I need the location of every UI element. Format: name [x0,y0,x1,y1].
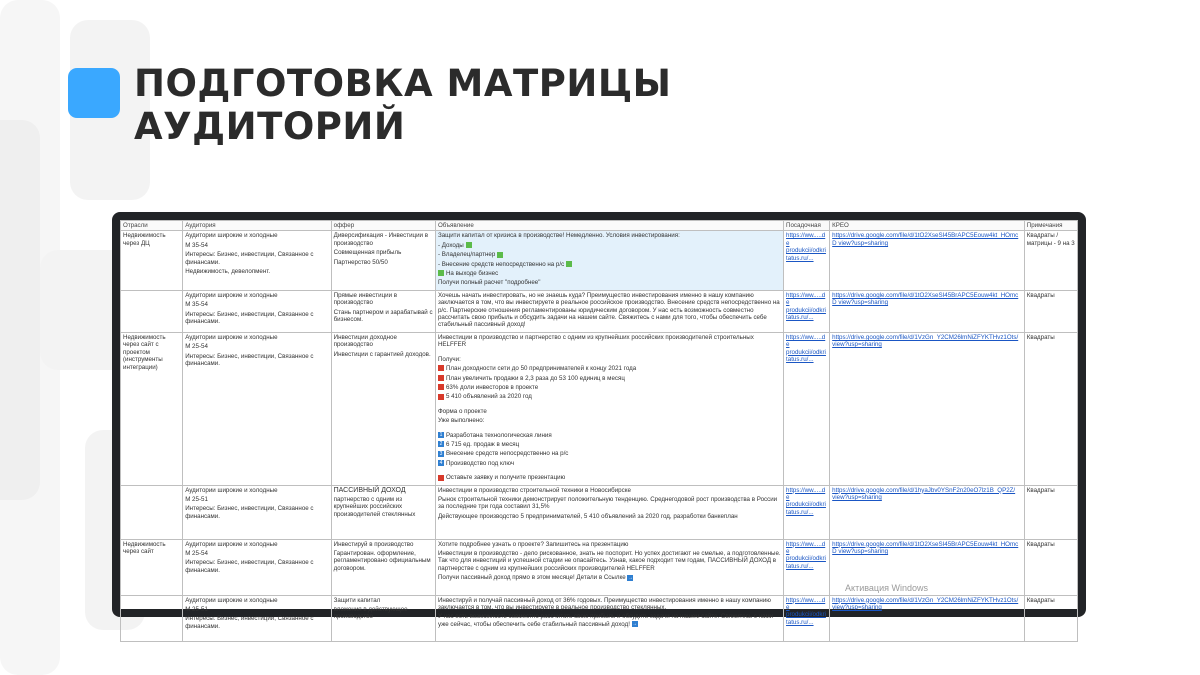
offer-cell[interactable] [331,290,435,332]
title-line-1: ПОДГОТОВКА МАТРИЦЫ [134,62,672,105]
landing-link[interactable]: https://ww.....de produkcii/odkri tatus.ru/... [784,231,830,290]
cell-text [438,251,781,258]
cell-text: Аудитории широкие и холодные [185,540,278,548]
arrow-icon: → [632,621,638,628]
ad-cell[interactable] [435,595,783,641]
spreadsheet-screenshot-frame [112,212,1086,630]
ad-cell[interactable] [435,539,783,595]
cell-text [438,432,781,439]
note-cell[interactable]: Квадраты [1024,332,1077,485]
offer-cell[interactable] [331,485,435,539]
cell-text: Разработана технологическая линия [445,431,552,439]
header-cell: Аудитория [183,221,331,231]
cell-text: Партнерство 50/50 [333,258,388,266]
cell-text: Совмещенная прибыль [333,249,402,257]
cell-text: Инвестируй и получай пассивный доход от 36% годовых. Преимущество инвестирования именно в нашу компанию заключается в том, что вы инвестируете в реальное производство стеклянных. [437,596,771,611]
cell-text [438,450,781,457]
cell-text [438,613,781,628]
cell-text: План увеличить продажи в 2,3 раза до 53 100 единиц в месяц [445,374,625,382]
offer-cell[interactable] [331,539,435,595]
warning-icon [438,394,444,400]
warning-icon [438,384,444,390]
cell-text: Внесение средств непосредственно на р/с [445,450,569,458]
accent-square [68,68,120,118]
creo-link[interactable]: https://drive.google.com/file/d/1tO2XseSI45BrAPC5Eouw4kt_HOmcD view?usp=sharing [830,290,1025,332]
warning-icon [438,375,444,381]
cell-text: Интересы: Бизнес, инвестиции, Связанное с финансами. [185,310,314,326]
cell-text: М 25-54 [185,549,208,557]
note-cell[interactable]: Квадраты [1024,595,1077,641]
industry-cell[interactable] [121,485,183,539]
cell-text: М 25-51 [185,605,208,613]
slide-title [134,62,672,148]
cell-text: Интересы: Бизнес, инвестиции, Связанное с финансами. [185,505,314,520]
cell-text: М 25-54 [185,343,208,351]
ad-cell[interactable] [435,332,783,485]
cell-text: Защити капитал от кризиса в производстве! Немедленно. Условия инвестирования: [437,232,680,240]
cell-text: Получи: [437,355,461,363]
cell-text: М 35-54 [185,301,208,309]
cell-text: Аудитории широкие и холодные [185,596,278,604]
cell-text: Аудитории широкие и холодные [185,333,278,341]
landing-link[interactable]: https://ww.....de produkcii/odkri tatus.ru/... [784,595,830,641]
cell-text: Инвестиции в производство и партнерство с одним из крупнейших российских производителей строительных HELFFER [437,333,754,349]
audience-cell[interactable] [183,231,331,290]
creo-link[interactable]: https://drive.google.com/file/d/1VzGn_Y2CM26lmNiZFYKTHvz1Ots/ view?usp=sharing [830,332,1025,485]
check-icon [497,252,503,258]
cell-text [438,441,781,448]
cell-text: вложения в действующее производство [333,605,408,621]
cell-text [438,474,781,481]
cell-text: Получи полный расчет "подробнее" [437,279,541,287]
number-1-icon: 1 [439,431,443,438]
cell-text: Действующее производство 5 предпринимателей, 5 410 объявлений за 2020 год, разработки банкеплан [437,512,738,520]
industry-cell[interactable] [121,290,183,332]
cell-text: Защити капитал [333,596,381,604]
cell-text: Недвижимость, девелопмент. [185,268,271,276]
cell-text [438,261,781,268]
industry-cell[interactable]: Недвижимость через сайт [121,539,183,595]
cell-text: Инвестиции доходное производство [333,333,397,349]
cell-text: М 25-51 [185,495,208,503]
industry-cell[interactable]: Недвижимость через ДЦ [121,231,183,290]
creo-link[interactable]: https://drive.google.com/file/d/1tO2XseSI45BrAPC5Eouw4kt_HOmcD view?usp=sharing [830,539,1025,595]
number-2-icon: 2 [439,441,443,448]
cell-text: Стань партнером и зарабатывай с бизнесом. [333,308,433,324]
cell-text: Интересы: Бизнес, инвестиции, Связанное с финансами. [185,615,314,630]
cell-text: - Владелец/партнер [437,251,496,259]
cell-text: Уже выполнено: [437,417,485,425]
header-cell: оффер [331,221,435,231]
table-header-row [121,221,1078,231]
cell-text [438,242,781,249]
ad-cell[interactable] [435,290,783,332]
table-row [121,539,1078,595]
number-3-icon: 3 [439,450,443,457]
cell-text: Интересы: Бизнес, инвестиции, Связанное с финансами. [185,251,314,266]
note-cell[interactable]: Квадраты / матрицы - 9 на 3 [1024,231,1077,290]
creo-link[interactable]: https://drive.google.com/file/d/1VzGn_Y2CM26lmNiZFYKTHvz1Ots/ view?usp=sharing [830,595,1025,641]
check-icon [466,242,472,248]
ad-cell[interactable] [435,485,783,539]
note-cell[interactable]: Квадраты [1024,485,1077,539]
cell-text: Получи пассивный доход прямо в этом месяце! Детали в Ссылке [437,574,626,582]
background-shape [0,120,40,500]
cell-text: 6 715 ед. продаж в месяц [445,440,520,448]
number-4-icon: 4 [439,460,443,467]
cell-text: У нас есть возможность совместно рассчитать свою прибыль и обсудить задачи на нашем сайте. Свяжитесь с нами уже сейчас, чтобы обеспечить себе стабильный пассивный доход! [437,613,774,628]
cell-text: Рынок строительной техники демонстрирует положительную тенденцию. Среднегодовой рост производства в России за последние три года составил 31,5% [437,495,778,511]
audience-cell[interactable] [183,539,331,595]
cell-text: Интересы: Бизнес, инвестиции, Связанное с финансами. [185,559,314,574]
cell-text [438,460,781,467]
cell-text: Диверсификация - Инвестиции в производство [333,232,428,247]
cell-text: Оставьте заявку и получите презентацию [445,474,566,482]
note-cell[interactable]: Квадраты [1024,539,1077,595]
creo-link[interactable]: https://drive.google.com/file/d/1tO2XseSI45BrAPC5Eouw4kt_HOmcD view?usp=sharing [830,231,1025,290]
audience-matrix-table [120,220,1078,642]
audience-cell[interactable] [183,485,331,539]
cell-text: - Доходы [437,241,464,249]
header-cell: Посадочная [784,221,830,231]
cell-text [438,365,781,372]
cell-text: Хотите подробнее узнать о проекте? Запишитесь на презентацию [437,540,629,548]
check-icon [566,261,572,267]
landing-link[interactable]: https://ww.....de produkcii/odkri tatus.ru/... [784,539,830,595]
arrow-icon: → [627,574,633,581]
note-cell[interactable]: Квадраты [1024,290,1077,332]
cell-text [438,574,781,581]
title-line-2: АУДИТОРИЙ [134,105,406,148]
creo-link[interactable]: https://drive.google.com/file/d/1hyaJbv0YSnF2n20eO7lz1B_QP2Z/ view?usp=sharing [830,485,1025,539]
money-icon [438,270,444,276]
cell-text: Инвестиции в производство - дело рискованное, знать не поспорит. Но успех достигают не смелые, а подготовленные. Так что для инвестиций и успешной стадии не опасайтесь. Узнав, какое подходит тем годам, ПАССИВНЫЙ ДОХОД в партнерстве с одним из крупнейших российских производителей HELFFER [437,549,781,572]
cell-text: - Внесение средств непосредственно на р/с [437,260,565,268]
cell-text: Инвестиции в производство строительной техники в Новосибирске [437,486,631,494]
table-row [121,595,1078,641]
table-row [121,485,1078,539]
audience-cell[interactable] [183,290,331,332]
cell-text: 63% доли инвесторов в проекте [445,383,539,391]
cell-text: 5 410 объявлений за 2020 год [445,393,532,401]
spreadsheet [120,220,1078,630]
header-cell: Объявление [435,221,783,231]
offer-cell[interactable] [331,332,435,485]
cell-text: М 35-54 [185,241,208,249]
header-cell: КРЕО [830,221,1025,231]
cell-text: Инвестиции с гарантией доходов. [333,350,431,358]
ad-cell-selected[interactable] [435,231,783,290]
landing-link[interactable]: https://ww.....de produkcii/odkri tatus.ru/... [784,290,830,332]
cell-text: Аудитории широкие и холодные [185,486,278,494]
cell-text: План доходности сети до 50 предпринимателей к концу 2021 года [445,365,637,373]
cell-text [438,270,781,277]
cell-text [438,384,781,391]
audience-cell[interactable] [183,595,331,641]
industry-cell[interactable]: Недвижимость через сайт с проектом (инструменты интеграции) [121,332,183,485]
pointer-icon [438,475,444,481]
cell-text: Гарантирован. оформление, регламентировано официальным договором. [333,549,431,572]
table-row [121,231,1078,290]
cell-text: ПАССИВНЫЙ ДОХОД [333,486,406,494]
landing-link[interactable]: https://ww.....de produkcii/odkri tatus.ru/... [784,485,830,539]
cell-text: партнерство с одним из крупнейших российских производителей стеклянных [333,495,416,518]
warning-icon [438,365,444,371]
audience-cell[interactable] [183,332,331,485]
header-cell: Отрасли [121,221,183,231]
table-row [121,290,1078,332]
industry-cell[interactable] [121,595,183,641]
cell-text: Интересы: Бизнес, инвестиции, Связанное с финансами. [185,352,314,368]
table-row [121,332,1078,485]
landing-link[interactable]: https://ww.....de produkcii/odkri tatus.ru/... [784,332,830,485]
windows-activation-watermark: Активация Windows [845,583,928,593]
cell-text: Аудитории широкие и холодные [185,232,278,240]
cell-text: Инвестируй в производство [333,540,414,548]
offer-cell[interactable] [331,595,435,641]
cell-text [438,375,781,382]
cell-text: Производство под ключ [445,459,515,467]
offer-cell[interactable] [331,231,435,290]
header-cell: Примечания [1024,221,1077,231]
cell-text [438,393,781,400]
cell-text: Аудитории широкие и холодные [185,291,278,299]
cell-text: На выходе бизнес [445,270,499,278]
cell-text: Хочешь начать инвестировать, но не знаешь куда? Преимущество инвестирования именно в нашу компанию заключается в том, что вы инвестируете в реальное российское производство. Внесение средств непосредственно на р/с. Партнерские отношения регламентированы юридическим договором. У нас есть возможность совместно рассчитать свою прибыль и обсудить задачи на нашем сайте. Свяжитесь с нами для того, чтобы обеспечить себе стабильный пассивный доход! [437,291,780,329]
cell-text: Прямые инвестиции в производство [333,291,398,307]
cell-text: Форма о проекте [437,407,487,415]
